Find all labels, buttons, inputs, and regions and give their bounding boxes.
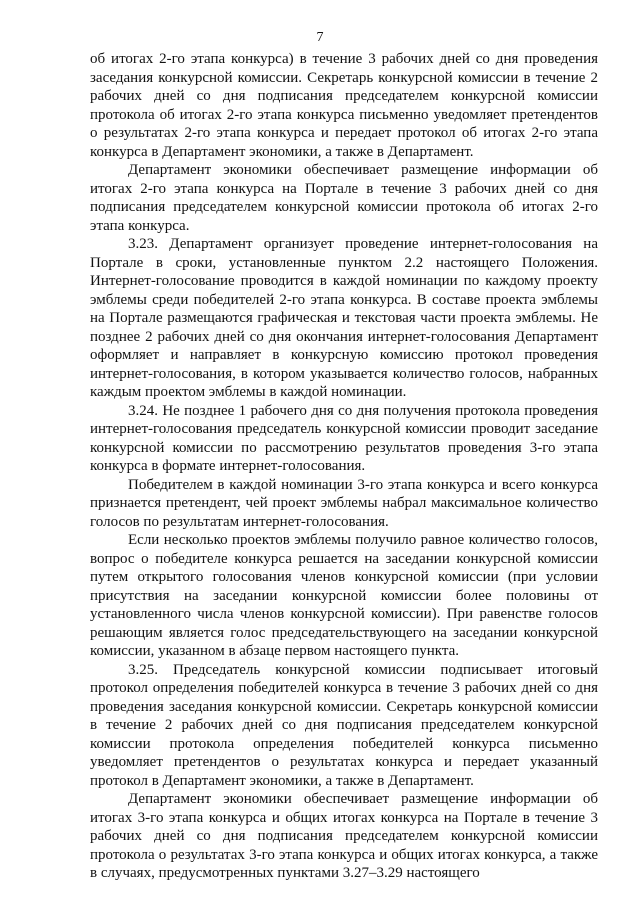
document-body [90,50,598,883]
paragraph-tie-rule: Если несколько проектов эмблемы получило равное количество голосов, вопрос о победителе конкурса решается на заседании конкурсной комиссии путем открытого голосования членов конкурсной комиссии (при условии присутствия на заседании конкурсной комиссии более половины от установленного числа членов конкурсной комиссии). При равенстве голосов решающим является голос председательствующего на заседании конкурсной комиссии, указанном в абзаце первом настоящего пункта. [90,532,598,659]
paragraph-dept-economy-stage2: Департамент экономики обеспечивает размещение информации об итогах 2-го этапа конкурса на Портале в течение 3 рабочих дней со дня подписания председателем конкурсной комиссии протокола об итогах 2-го этапа конкурса. [90,162,598,234]
paragraph-winner-rule: Победителем в каждой номинации 3-го этапа конкурса и всего конкурса признается претендент, чей проект эмблемы набрал максимальное количество голосов по результатам интернет-голосования. [90,476,598,530]
paragraph-3-24: 3.24. Не позднее 1 рабочего дня со дня получения протокола проведения интернет-голосования председатель конкурсной комиссии проводит заседание конкурсной комиссии по рассмотрению результатов проведения 3-го этапа конкурса в формате интернет-голосования. [90,402,598,474]
paragraph-continuation: об итогах 2-го этапа конкурса) в течение 3 рабочих дней со дня проведения заседания конкурсной комиссии. Секретарь конкурсной комиссии в течение 2 рабочих дней со дня подписания председателем конкурсной комиссии протокола об итогах 2-го этапа конкурса письменно уведомляет претендентов о результатах 2-го этапа конкурса и передает протокол об итогах 2-го этапа конкурса в Департамент экономики, а также в Департамент. [90,51,598,160]
paragraph-3-23: 3.23. Департамент организует проведение интернет-голосования на Портале в сроки, установленные пунктом 2.2 настоящего Положения. Интернет-голосование проводится в каждой номинации по каждому проекту эмблемы среди победителей 2-го этапа конкурса. В составе проекта эмблемы на Портале размещаются графическая и текстовая части проекта эмблемы. Не позднее 2 рабочих дней со дня окончания интернет-голосования Департамент оформляет и направляет в конкурсную комиссию протокол проведения интернет-голосования, в котором указывается количество голосов, набранных каждым проектом эмблемы в каждой номинации. [90,236,598,400]
paragraph-dept-economy-stage3: Департамент экономики обеспечивает размещение информации об итогах 3-го этапа конкурса и общих итогах конкурса на Портале в течение 3 рабочих дней со дня подписания председателем конкурсной комиссии протокола о результатах 3-го этапа конкурса и общих итогах конкурса, а также в случаях, предусмотренных пунктами 3.27–3.29 настоящего [90,791,598,881]
page-number: 7 [316,30,324,45]
paragraph-3-25: 3.25. Председатель конкурсной комиссии подписывает итоговый протокол определения победителей конкурса в течение 3 рабочих дней со дня проведения заседания конкурсной комиссии. Секретарь конкурсной комиссии в течение 2 рабочих дней со дня подписания председателем конкурсной комиссии протокола определения победителей конкурса письменно уведомляет претендентов о результатах конкурса и передает указанный протокол в Департамент экономики, а также в Департамент. [90,661,598,789]
